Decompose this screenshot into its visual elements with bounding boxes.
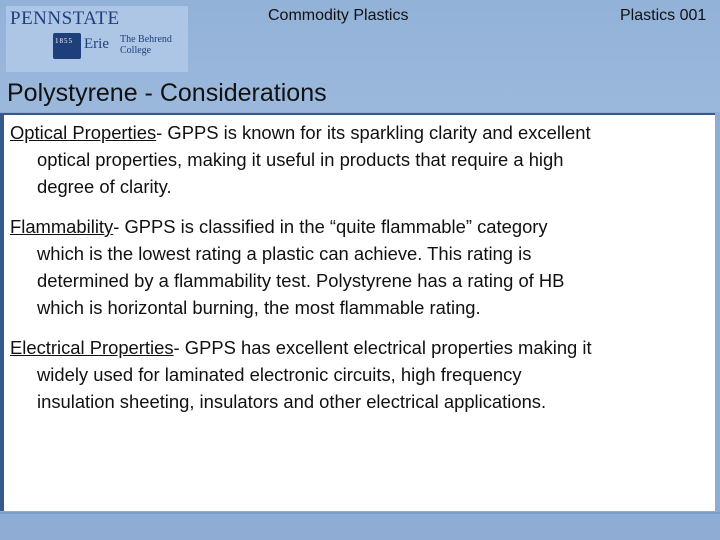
bullet-line: which is the lowest rating a plastic can achieve. This rating is (37, 243, 532, 264)
bullet-term: Flammability (10, 216, 114, 237)
footer-divider (0, 512, 720, 514)
penn-state-behrend-logo (6, 6, 188, 72)
bullet-line: which is horizontal burning, the most flammable rating. (37, 297, 481, 318)
bullet-line: degree of clarity. (37, 176, 172, 197)
logo-year: 1855 (55, 37, 73, 45)
bullet-electrical-properties (10, 334, 712, 415)
bullet-line (10, 334, 712, 361)
logo-seal-icon (53, 33, 81, 59)
slide-footer (0, 511, 720, 540)
bullet-line: determined by a flammability test. Polystyrene has a rating of HB (37, 270, 565, 291)
logo-campus: Erie (84, 36, 109, 52)
slide-title: Polystyrene - Considerations (7, 79, 327, 107)
bullet-line (10, 213, 712, 240)
slide-body (0, 113, 715, 511)
course-code: Plastics 001 (620, 7, 707, 24)
bullet-text: - GPPS is known for its sparkling clarity and excellent (156, 122, 591, 143)
logo-wordmark: PENNSTATE (10, 8, 120, 29)
bullet-line: optical properties, making it useful in products that require a high (37, 149, 564, 170)
logo-college: The Behrend College (120, 34, 172, 56)
bullet-text: - GPPS is classified in the “quite flammable” category (113, 216, 548, 237)
bullet-flammability (10, 213, 712, 321)
course-title: Commodity Plastics (268, 7, 409, 24)
bullet-text: - GPPS has excellent electrical properties making it (173, 337, 592, 358)
bullet-line (10, 119, 712, 146)
bullet-term: Electrical Properties (10, 337, 174, 358)
bullet-term: Optical Properties (10, 122, 157, 143)
bullet-line: insulation sheeting, insulators and other electrical applications. (37, 391, 547, 412)
bullet-optical-properties (10, 119, 712, 200)
bullet-line: widely used for laminated electronic circuits, high frequency (37, 364, 522, 385)
